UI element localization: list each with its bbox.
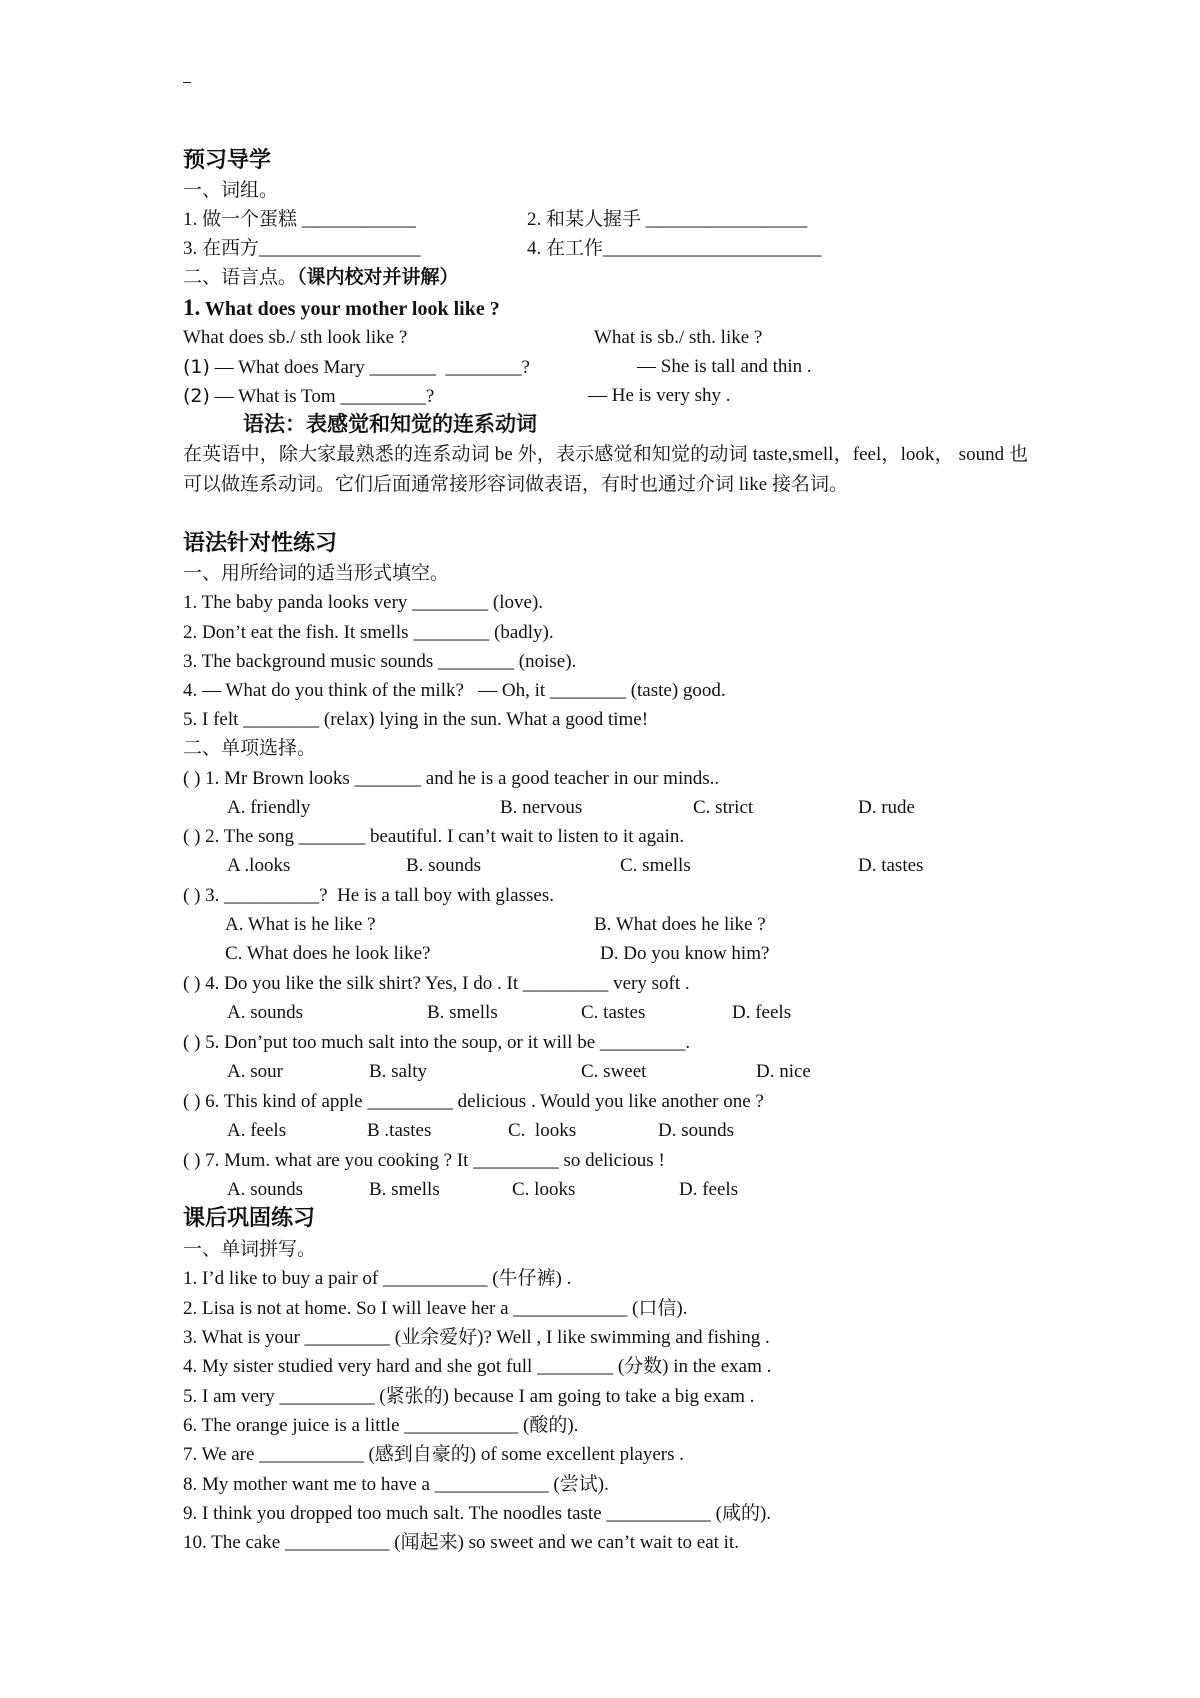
fill-item: 1. The baby panda looks very ________ (love). <box>183 592 544 613</box>
phrase-item: 2. 和某人握手 _________________ <box>527 209 808 230</box>
phrase-item: 3. 在西方_________________ <box>183 238 421 259</box>
spelling-item: 5. I am very __________ (紧张的) because I am going to take a big exam . <box>183 1386 755 1407</box>
example-2-answer: — He is very shy . <box>588 385 731 406</box>
spelling-item: 9. I think you dropped too much salt. The noodles taste ___________ (咸的). <box>183 1503 772 1524</box>
mc-question-5: ( ) 5. Don’put too much salt into the soup, or it will be _________. <box>183 1032 691 1053</box>
spelling-item: 8. My mother want me to have a ____________ (尝试). <box>183 1474 609 1495</box>
mc-option: B. nervous <box>500 797 583 818</box>
mc-option: A. sounds <box>227 1179 304 1200</box>
mc-option: A .looks <box>227 855 291 876</box>
mc-option: B. salty <box>369 1061 428 1082</box>
pattern-is-like: What is sb./ sth. like ? <box>594 327 763 348</box>
phrase-item: 1. 做一个蛋糕 ____________ <box>183 209 416 230</box>
mc-question-1: ( ) 1. Mr Brown looks _______ and he is a good teacher in our minds.. <box>183 768 720 789</box>
example-2-number: (2) <box>183 385 210 407</box>
section-language-points-label: 二、语言点。 <box>183 267 298 288</box>
mc-option: D. sounds <box>658 1120 735 1141</box>
section-language-points <box>183 265 459 291</box>
point-1-text: What does your mother look like ? <box>200 298 500 320</box>
mc-question-2: ( ) 2. The song _______ beautiful. I can’t wait to listen to it again. <box>183 826 685 847</box>
pattern-look-like: What does sb./ sth look like ? <box>183 327 408 348</box>
preview-title: 预习导学 <box>183 147 272 172</box>
mc-option: A. friendly <box>227 797 311 818</box>
mc-option: C. smells <box>620 855 691 876</box>
spelling-item: 4. My sister studied very hard and she got full ________ (分数) in the exam . <box>183 1356 772 1377</box>
mc-option: D. nice <box>756 1061 811 1082</box>
example-1-text: — What does Mary _______ ________? <box>209 357 530 378</box>
grammar-title: 语法：表感觉和知觉的连系动词 <box>243 412 537 436</box>
spelling-item: 10. The cake ___________ (闻起来) so sweet and we can’t wait to eat it. <box>183 1532 739 1553</box>
mc-question-3: ( ) 3. __________? He is a tall boy with glasses. <box>183 885 554 906</box>
mc-option: A. feels <box>227 1120 287 1141</box>
example-1-number: (1) <box>183 356 210 378</box>
mc-question-4: ( ) 4. Do you like the silk shirt? Yes, I do . It _________ very soft . <box>183 973 690 994</box>
after-class-title: 课后巩固练习 <box>183 1205 316 1230</box>
mc-option: C. What does he look like? <box>225 943 431 964</box>
mc-option: A. What is he like ? <box>225 914 376 935</box>
grammar-explanation: 在英语中，除大家最熟悉的连系动词 be 外，表示感觉和知觉的动词 taste,smell，feel，look， sound 也可以做连系动词。它们后面通常接形容词做表语，有时也通过介词 like 接名词。 <box>183 444 1028 495</box>
mc-option: D. tastes <box>858 855 924 876</box>
mc-option: B. What does he like ? <box>594 914 766 935</box>
phrase-item: 4. 在工作_______________________ <box>527 238 822 259</box>
mc-option: B .tastes <box>367 1120 432 1141</box>
mc-option: B. smells <box>369 1179 440 1200</box>
example-2-question <box>183 383 434 410</box>
mc-option: B. smells <box>427 1002 498 1023</box>
example-1-answer: — She is tall and thin . <box>637 356 812 377</box>
point-1-title <box>183 295 500 322</box>
spelling-item: 7. We are ___________ (感到自豪的) of some excellent players . <box>183 1444 684 1465</box>
mc-option: D. feels <box>679 1179 739 1200</box>
spelling-item: 1. I’d like to buy a pair of ___________ (牛仔裤) . <box>183 1268 572 1289</box>
section-multiple-choice: 二、单项选择。 <box>183 738 317 759</box>
mc-question-6: ( ) 6. This kind of apple _________ delicious . Would you like another one ? <box>183 1091 764 1112</box>
mc-option: A. sour <box>227 1061 283 1082</box>
mc-option: C. strict <box>693 797 754 818</box>
section-spelling: 一、单词拼写。 <box>183 1239 317 1260</box>
mc-option: B. sounds <box>406 855 481 876</box>
fill-item: 5. I felt ________ (relax) lying in the sun. What a good time! <box>183 709 649 730</box>
practice-title: 语法针对性练习 <box>183 530 338 555</box>
mc-option: C. tastes <box>581 1002 646 1023</box>
mc-option: C. sweet <box>581 1061 647 1082</box>
section-language-points-note: （课内校对并讲解） <box>297 267 459 288</box>
section-fill-blank: 一、用所给词的适当形式填空。 <box>183 563 450 584</box>
mc-option: D. feels <box>732 1002 792 1023</box>
example-1-question <box>183 354 530 381</box>
mc-option: A. sounds <box>227 1002 304 1023</box>
mc-option: D. Do you know him? <box>600 943 770 964</box>
fill-item: 2. Don’t eat the fish. It smells ________ (badly). <box>183 622 554 643</box>
top-dash-mark <box>183 82 191 83</box>
spelling-item: 3. What is your _________ (业余爱好)? Well , I like swimming and fishing . <box>183 1327 770 1348</box>
mc-option: C. looks <box>512 1179 576 1200</box>
fill-item: 3. The background music sounds ________ (noise). <box>183 651 577 672</box>
mc-option: D. rude <box>858 797 915 818</box>
mc-option: C. looks <box>508 1120 577 1141</box>
spelling-item: 6. The orange juice is a little ____________ (酸的). <box>183 1415 579 1436</box>
fill-item: 4. — What do you think of the milk? — Oh, it ________ (taste) good. <box>183 680 726 701</box>
section-phrases: 一、词组。 <box>183 180 279 201</box>
spelling-item: 2. Lisa is not at home. So I will leave her a ____________ (口信). <box>183 1298 688 1319</box>
point-1-number: 1. <box>183 295 201 320</box>
mc-question-7: ( ) 7. Mum. what are you cooking ? It _________ so delicious ! <box>183 1150 665 1171</box>
example-2-text: — What is Tom _________? <box>209 386 435 407</box>
